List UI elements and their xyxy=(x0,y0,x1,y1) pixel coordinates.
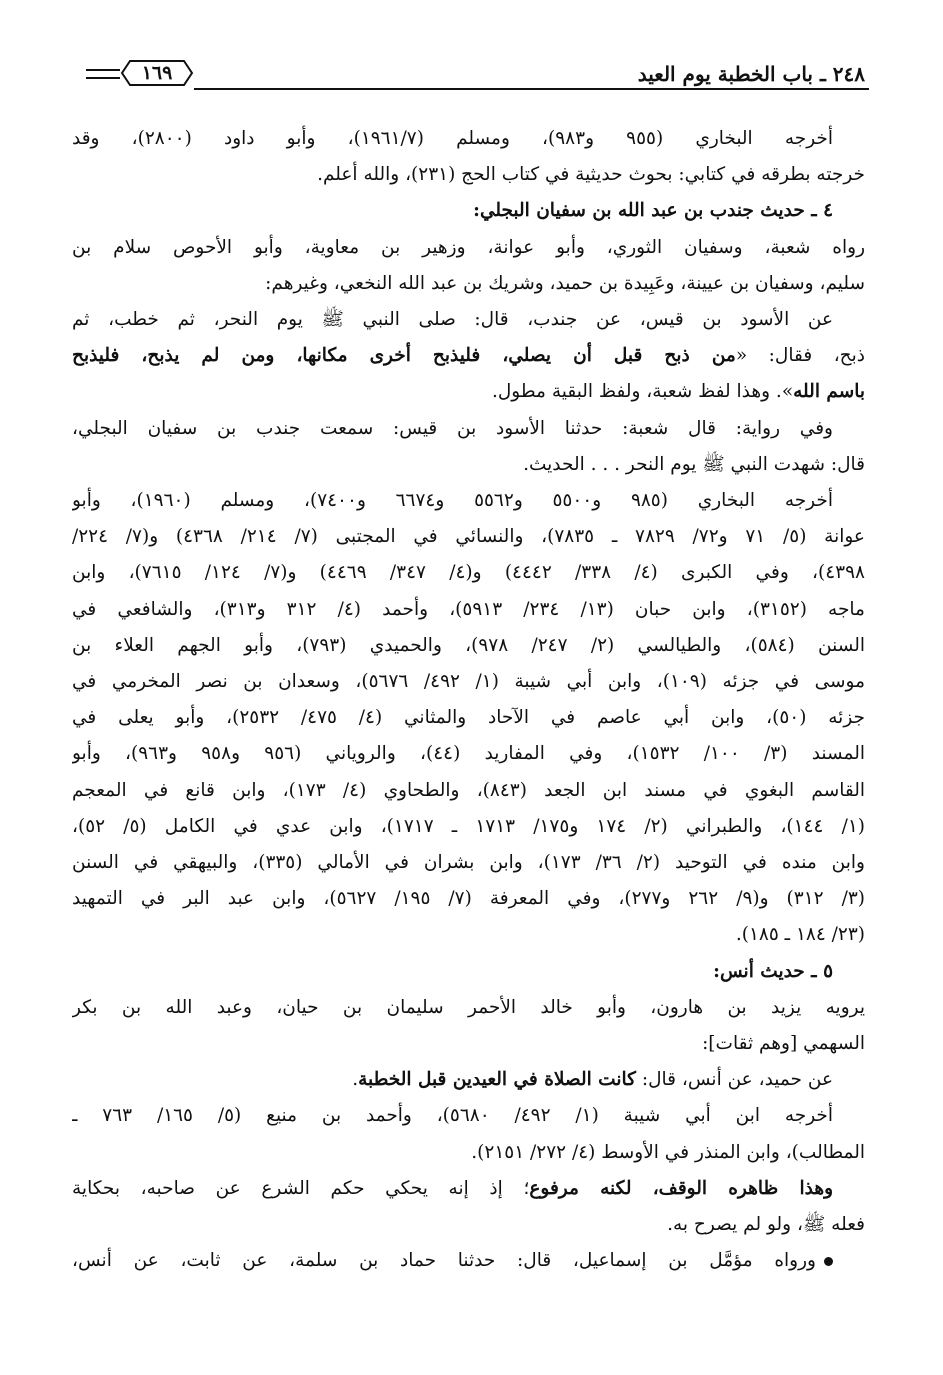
text-segment: من ذبح قبل أن يصلي، فليذبح أخرى مكانها، ومن لم يذبح، فليذبح xyxy=(72,345,736,367)
text-segment: فعله ﷺ، ولو لم يصرح به. xyxy=(667,1214,865,1235)
text-segment: كانت الصلاة في العيدين قبل الخطبة xyxy=(358,1069,636,1091)
text-segment: ٥ ـ حديث أنس: xyxy=(713,960,833,982)
text-segment: ». وهذا لفظ شعبة، ولفظ البقية مطول. xyxy=(491,381,794,403)
text-segment: السنن (٥٨٤)، والطيالسي (٢/ ٢٤٧/ ٩٧٨)، والحميدي (٧٩٣)، وأبو الجهم العلاء بن xyxy=(72,634,865,656)
text-line xyxy=(72,159,865,193)
text-segment: قال: شهدت النبي ﷺ يوم النحر . . . الحديث. xyxy=(523,453,865,475)
text-line xyxy=(72,630,865,664)
page-number-ornament xyxy=(120,58,194,88)
text-segment: ورواه مؤمَّل بن إسماعيل، قال: حدثنا حماد بن سلمة، عن ثابت، عن أنس، xyxy=(72,1250,816,1272)
text-segment: أخرجه البخاري (٩٥٥ و٩٨٣)، ومسلم (١٩٦١/٧)، وأبو داود (٢٨٠٠)، وقد xyxy=(72,128,833,149)
text-line xyxy=(72,702,865,736)
text-segment: خرجته بطرقه في كتابي: بحوث حديثية في كتاب الحج (٢٣١)، والله أعلم. xyxy=(317,164,865,186)
text-line xyxy=(72,485,833,519)
text-segment: عوانة (٥/ ٧١ و٧٢/ ٧٨٢٩ ـ ٧٨٣٥)، والنسائي في المجتبى (٧/ ٢١٤/ ٤٣٦٨) و(٧/ ٢٢٤/ xyxy=(72,526,865,548)
text-segment: . xyxy=(352,1069,359,1091)
text-segment: موسى في جزئه (١٠٩)، وابن أبي شيبة (١/ ٤٩٢/ ٥٦٧٦)، وسعدان بن نصر المخرمي في xyxy=(72,671,865,692)
text-line xyxy=(72,521,865,555)
text-line xyxy=(72,195,833,229)
text-segment: أخرجه ابن أبي شيبة (١/ ٤٩٢/ ٥٦٨٠)، وأحمد بن منيع (٥/ ١٦٥/ ٧٦٣ ـ xyxy=(72,1105,833,1127)
text-line xyxy=(72,992,865,1026)
text-segment: ذبح، فقال: « xyxy=(735,345,865,367)
page-number: ١٦٩ xyxy=(141,62,173,84)
text-segment: رواه شعبة، وسفيان الثوري، وأبو عوانة، وزهير بن معاوية، وأبو الأحوص سلام بن xyxy=(72,236,865,258)
text-segment: جزئه (٥٠)، وابن أبي عاصم في الآحاد والمثاني (٤/ ٤٧٥/ ٢٥٣٢)، وأبو يعلى في xyxy=(72,707,865,729)
text-line xyxy=(72,123,833,157)
text-segment: (٣/ ٣١٢) و(٩/ ٢٦٢ و٢٧٧)، وفي المعرفة (٧/ ١٩٥/ ٥٦٢٧)، وابن عبد البر في التمهيد xyxy=(72,888,865,910)
text-line xyxy=(72,232,865,266)
text-line xyxy=(72,1173,833,1207)
text-segment: ٤٣٩٨)، وفي الكبرى (٤/ ٣٣٨/ ٤٤٤٢) و(٤/ ٣٤٧/ ٤٤٦٩) و(٧/ ١٢٤/ ٧٦١٥)، وابن xyxy=(72,562,865,584)
text-line xyxy=(72,1028,865,1062)
text-line xyxy=(72,666,865,700)
text-segment: المطالب)، وابن المنذر في الأوسط (٤/ ٢٧٢/ ٢١٥١). xyxy=(471,1141,865,1163)
text-segment: (٢٣/ ١٨٤ ـ ١٨٥). xyxy=(735,924,865,946)
text-line xyxy=(72,376,865,410)
text-segment: سليم، وسفيان بن عيينة، وعَبِيدة بن حميد، وشريك بن عبد الله النخعي، وغيرهم: xyxy=(265,272,865,294)
text-line xyxy=(72,738,865,772)
text-line xyxy=(72,340,865,374)
text-segment: السهمي [وهم ثقات]: xyxy=(702,1033,865,1054)
running-title: ٢٤٨ ـ باب الخطبة يوم العيد xyxy=(637,62,865,86)
text-segment: عن حميد، عن أنس، قال: xyxy=(635,1069,833,1091)
text-line xyxy=(72,919,865,953)
text-segment: ؛ إذ إنه يحكي حكم الشرع عن صاحبه، بحكاية xyxy=(72,1177,530,1199)
text-line xyxy=(72,268,865,302)
text-line xyxy=(72,594,865,628)
text-line xyxy=(72,883,865,917)
text-line xyxy=(72,1137,865,1171)
text-line xyxy=(72,956,833,990)
text-segment: القاسم البغوي في مسند ابن الجعد (٨٤٣)، والطحاوي (٤/ ١٧٣)، وابن قانع في المعجم xyxy=(72,779,865,801)
text-line xyxy=(72,413,833,447)
text-line xyxy=(72,1245,833,1279)
text-line xyxy=(72,811,865,845)
text-segment: المسند (٣/ ١٠٠/ ١٥٣٢)، وفي المفاريد (٤٤)، والروياني (٩٥٦ و٩٥٨ و٩٦٣)، وأبو xyxy=(72,743,865,765)
text-line xyxy=(72,557,865,591)
text-line xyxy=(72,304,833,338)
text-line xyxy=(72,1100,833,1134)
text-segment: وهذا ظاهره الوقف، لكنه مرفوع xyxy=(529,1177,833,1199)
text-segment: يرويه يزيد بن هارون، وأبو خالد الأحمر سليمان بن حيان، وعبد الله بن بكر xyxy=(72,996,865,1018)
text-segment: ماجه (٣١٥٢)، وابن حبان (١٣/ ٢٣٤/ ٥٩١٣)، وأحمد (٤/ ٣١٢ و٣١٣)، والشافعي في xyxy=(72,598,865,620)
text-segment: وفي رواية: قال شعبة: حدثنا الأسود بن قيس: سمعت جندب بن سفيان البجلي، xyxy=(72,417,833,439)
text-line xyxy=(72,1209,865,1243)
header-rule xyxy=(194,88,869,90)
text-line xyxy=(72,847,865,881)
text-segment: ٤ ـ حديث جندب بن عبد الله بن سفيان البجلي: xyxy=(473,200,833,222)
text-segment: أخرجه البخاري (٩٨٥ و٥٥٠٠ و٥٥٦٢ و٦٦٧٤ و٧٤٠٠)، ومسلم (١٩٦٠)، وأبو xyxy=(72,490,833,511)
text-segment: عن الأسود بن قيس، عن جندب، قال: صلى النبي ﷺ يوم النحر، ثم خطب، ثم xyxy=(72,309,833,330)
text-segment: باسم الله xyxy=(793,381,865,403)
header-double-rule xyxy=(86,69,120,79)
text-segment: وابن منده في التوحيد (٢/ ٣٦/ ١٧٣)، وابن بشران في الأمالي (٣٣٥)، والبيهقي في السنن xyxy=(72,852,865,873)
text-line xyxy=(72,449,865,483)
text-line xyxy=(72,1064,833,1098)
text-line xyxy=(72,775,865,809)
bullet-icon xyxy=(824,1257,833,1266)
text-segment: (١/ ١٤٤)، والطبراني (٢/ ١٧٤ و١٧٥/ ١٧١٣ ـ ١٧١٧)، وابن عدي في الكامل (٥/ ٥٢)، xyxy=(72,815,865,837)
